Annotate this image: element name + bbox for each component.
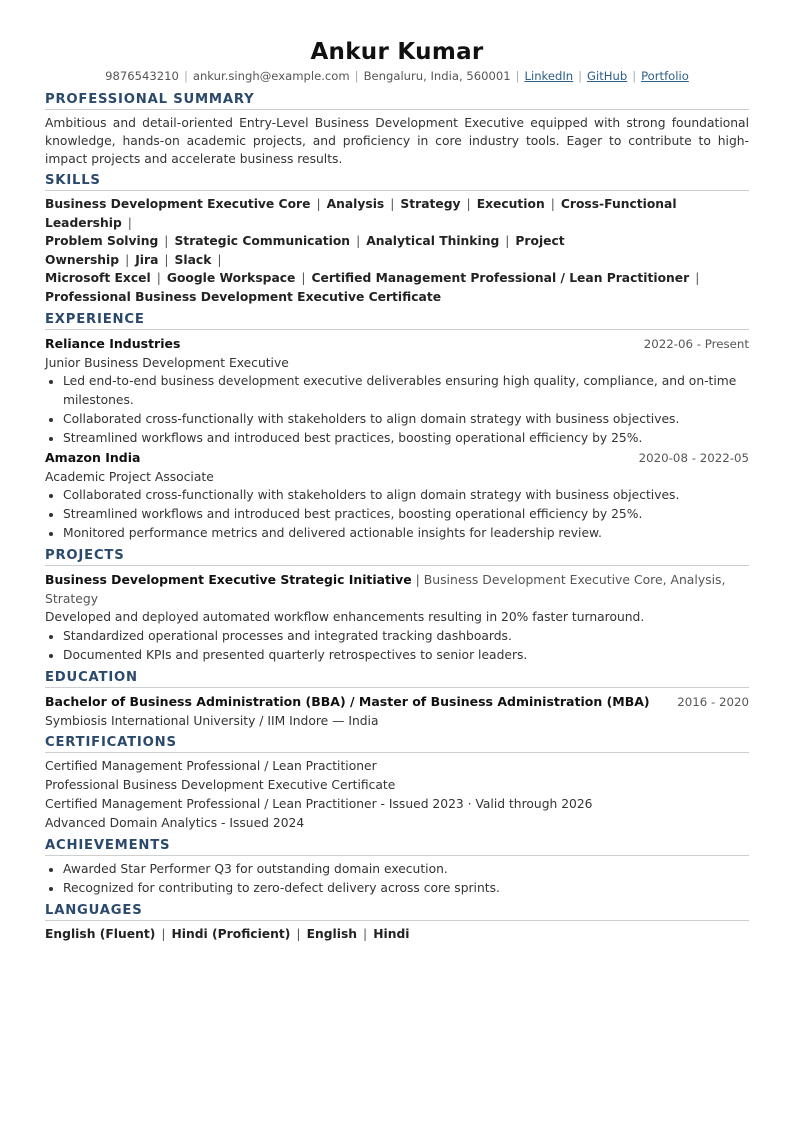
separator: | — [356, 234, 361, 249]
skill-item: Slack — [174, 252, 212, 267]
list-item: • Standardized operational processes and integrated tracking dashboards. — [63, 627, 749, 646]
skill-item: Execution — [476, 197, 545, 211]
degree: Bachelor of Business Administration (BBA) / Master of Business Administration (MBA) — [45, 693, 650, 709]
list-item: • Led end-to-end business development executive deliverables ensuring high quality, compliance, and on-time milestones. — [63, 372, 749, 410]
separator: | — [550, 197, 555, 211]
separator: | — [632, 69, 637, 83]
list-item: • Awarded Star Performer Q3 for outstanding domain execution. — [63, 860, 749, 879]
section-title: ACHIEVEMENTS — [45, 837, 749, 856]
project-tech: Business Development Executive Core, Analysis, Strategy — [45, 571, 726, 606]
job-role: Academic Project Associate — [45, 469, 214, 484]
job-bullets — [45, 372, 749, 448]
section-title: LANGUAGES — [45, 902, 749, 921]
list-item: • Monitored performance metrics and delivered actionable insights for leadership review. — [63, 524, 749, 543]
separator: | — [296, 926, 301, 941]
phone: 9876543210 — [105, 69, 179, 83]
skill-item: Strategic Communication — [174, 234, 351, 249]
skill-item: Jira — [135, 252, 159, 267]
languages-section — [45, 902, 749, 943]
summary-section — [45, 91, 749, 168]
separator: | — [164, 252, 169, 267]
skill-item: Business Development Executive Core — [45, 197, 311, 211]
separator: | — [415, 571, 420, 587]
separator: | — [125, 252, 130, 267]
skills-section — [45, 172, 749, 307]
education-section — [45, 669, 749, 730]
certification-item: Certified Management Professional / Lean Practitioner - Issued 2023 · Valid through 2026 — [45, 796, 593, 811]
job-bullets — [45, 486, 749, 543]
skills-list — [45, 195, 749, 307]
skill-item: Problem Solving — [45, 234, 159, 249]
languages-list — [45, 925, 749, 943]
separator: | — [156, 271, 161, 286]
section-title: EDUCATION — [45, 669, 749, 688]
separator: | — [695, 271, 700, 286]
certification-item: Advanced Domain Analytics - Issued 2024 — [45, 815, 305, 830]
language-item: Hindi (Proficient) — [171, 926, 291, 941]
list-item: • Recognized for contributing to zero-defect delivery across core sprints. — [63, 879, 749, 898]
language-item: English (Fluent) — [45, 926, 156, 941]
skill-item: Professional Business Development Executive Certificate — [45, 289, 442, 304]
skill-item: Microsoft Excel — [45, 271, 151, 286]
section-title: CERTIFICATIONS — [45, 734, 749, 753]
school: Symbiosis International University / IIM Indore — India — [45, 713, 379, 728]
certification-item: Certified Management Professional / Lean Practitioner — [45, 758, 377, 773]
job-dates: 2020-08 - 2022-05 — [638, 450, 749, 465]
section-title: PROJECTS — [45, 547, 749, 566]
separator: | — [301, 271, 306, 286]
separator: | — [183, 69, 188, 83]
github-link[interactable]: GitHub — [587, 69, 628, 83]
skill-item: Analysis — [326, 197, 385, 211]
job-entry — [45, 448, 749, 543]
job-role: Junior Business Development Executive — [45, 355, 289, 370]
job-dates: 2022-06 - Present — [643, 336, 749, 351]
section-title: SKILLS — [45, 172, 749, 191]
skill-item: Analytical Thinking — [366, 234, 500, 249]
separator: | — [354, 69, 359, 83]
language-item: Hindi — [373, 926, 410, 941]
skill-item: Strategy — [400, 197, 461, 211]
skill-item: Project Ownership — [45, 234, 565, 267]
projects-section — [45, 547, 749, 665]
skill-item: Certified Management Professional / Lean Practitioner — [311, 271, 690, 286]
certifications-section — [45, 734, 749, 833]
portfolio-link[interactable]: Portfolio — [641, 69, 689, 83]
education-header — [45, 692, 749, 712]
list-item: • Collaborated cross-functionally with stakeholders to align domain strategy with business objectives. — [63, 410, 749, 429]
experience-section — [45, 311, 749, 543]
list-item: • Documented KPIs and presented quarterly retrospectives to senior leaders. — [63, 646, 749, 665]
contact-line — [45, 68, 749, 85]
company-name: Reliance Industries — [45, 335, 181, 351]
separator: | — [515, 69, 520, 83]
achievements-section — [45, 837, 749, 898]
list-item: • Collaborated cross-functionally with stakeholders to align domain strategy with business objectives. — [63, 486, 749, 505]
separator: | — [161, 926, 166, 941]
project-header — [45, 570, 749, 608]
project-description: Developed and deployed automated workflow enhancements resulting in 20% faster turnaround. — [45, 609, 645, 624]
separator: | — [466, 197, 471, 211]
candidate-name: Ankur Kumar — [310, 39, 484, 65]
separator: | — [217, 252, 222, 267]
separator: | — [164, 234, 169, 249]
section-title: PROFESSIONAL SUMMARY — [45, 91, 749, 110]
email: ankur.singh@example.com — [192, 69, 350, 83]
location: Bengaluru, India, 560001 — [363, 69, 511, 83]
language-item: English — [306, 926, 358, 941]
list-item: • Streamlined workflows and introduced best practices, boosting operational efficiency by 25%. — [63, 505, 749, 524]
project-name: Business Development Executive Strategic Initiative — [45, 571, 412, 587]
section-title: EXPERIENCE — [45, 311, 749, 330]
separator: | — [505, 234, 510, 249]
job-header — [45, 448, 749, 468]
skill-item: Google Workspace — [166, 271, 296, 286]
separator: | — [363, 926, 368, 941]
separator: | — [316, 197, 321, 211]
separator: | — [390, 197, 395, 211]
linkedin-link[interactable]: LinkedIn — [524, 69, 574, 83]
separator: | — [127, 215, 132, 230]
achievement-bullets — [45, 860, 749, 898]
summary-text: Ambitious and detail-oriented Entry-Level Business Development Executive equipped with strong foundational knowledge, hands-on academic projects, and proficiency in core industry tools. Eager to contribute to high-impact projects and accelerate business results. — [45, 116, 749, 166]
job-entry — [45, 334, 749, 448]
separator: | — [578, 69, 583, 83]
company-name: Amazon India — [45, 449, 141, 465]
education-dates: 2016 - 2020 — [677, 694, 749, 709]
skill-item: Cross-Functional Leadership — [45, 197, 677, 230]
project-bullets — [45, 627, 749, 665]
certification-item: Professional Business Development Executive Certificate — [45, 777, 396, 792]
list-item: • Streamlined workflows and introduced best practices, boosting operational efficiency by 25%. — [63, 429, 749, 448]
job-header — [45, 334, 749, 354]
